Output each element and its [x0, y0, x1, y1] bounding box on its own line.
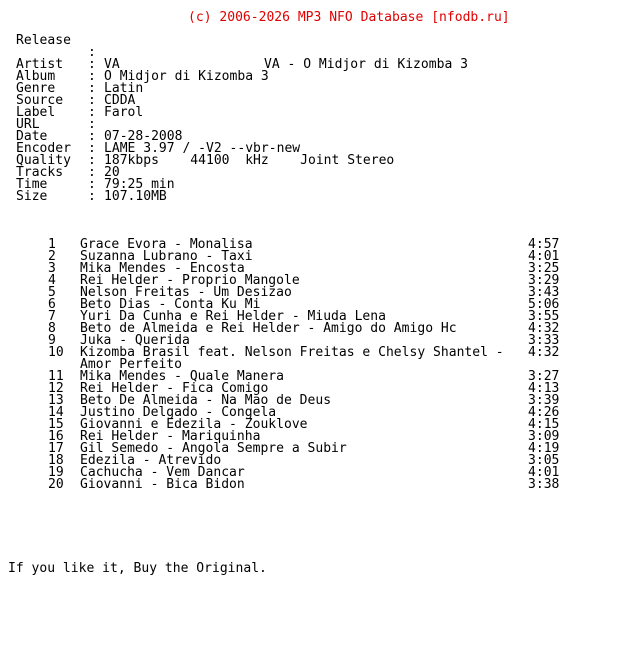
track-number: 19 [48, 465, 64, 480]
info-sep: : [88, 141, 96, 156]
info-value: Farol [104, 105, 144, 120]
track-number: 11 [48, 369, 64, 384]
info-sep: : [88, 93, 96, 108]
copyright-header [157, 0, 510, 25]
info-sep: : [88, 117, 96, 132]
track-title: Cachucha - Vem Dancar [80, 465, 245, 480]
track-time: 3:09 [528, 429, 560, 444]
track-number: 20 [48, 477, 64, 492]
track-time: 4:01 [528, 249, 560, 264]
track-time: 3:25 [528, 261, 560, 276]
info-label: Quality [16, 153, 71, 168]
info-label: Time [16, 177, 48, 192]
track-time: 3:29 [528, 273, 560, 288]
track-number: 3 [48, 261, 56, 276]
track-title: Beto de Almeida e Rei Helder - Amigo do Amigo Hc [80, 321, 457, 336]
track-title: Juka - Querida [80, 333, 190, 348]
track-number: 13 [48, 393, 64, 408]
release-value: VA - O Midjor di Kizomba 3 [264, 57, 468, 72]
info-sep: : [88, 105, 96, 120]
track-title-continuation: Amor Perfeito [80, 357, 182, 372]
info-label: Tracks [16, 165, 64, 180]
track-number: 1 [48, 237, 56, 252]
track-title: Grace Evora - Monalisa [80, 237, 253, 252]
info-value: 187kbps 44100 kHz Joint Stereo [104, 153, 395, 168]
info-value: VA [104, 57, 120, 72]
track-number: 2 [48, 249, 56, 264]
info-sep: : [88, 129, 96, 144]
info-label: Album [16, 69, 56, 84]
track-title: Suzanna Lubrano - Taxi [80, 249, 253, 264]
track-time: 4:15 [528, 417, 560, 432]
track-title: Rei Helder - Fica Comigo [80, 381, 269, 396]
track-number: 14 [48, 405, 64, 420]
release-sep: : [88, 45, 96, 60]
track-number: 12 [48, 381, 64, 396]
track-title: Mika Mendes - Encosta [80, 261, 245, 276]
info-value: 107.10MB [104, 189, 167, 204]
info-label: URL [16, 117, 40, 132]
track-time: 3:05 [528, 453, 560, 468]
track-title: Beto Dias - Conta Ku Mi [80, 297, 261, 312]
track-title: Rei Helder - Proprio Mangole [80, 273, 300, 288]
track-time: 3:38 [528, 477, 560, 492]
info-sep: : [88, 189, 96, 204]
info-value: 79:25 min [104, 177, 175, 192]
track-time: 3:55 [528, 309, 560, 324]
track-time: 4:32 [528, 345, 560, 360]
track-time: 4:13 [528, 381, 560, 396]
info-value: LAME 3.97 / -V2 --vbr-new [104, 141, 301, 156]
info-sep: : [88, 57, 96, 72]
info-value: O Midjor di Kizomba 3 [104, 69, 269, 84]
info-sep: : [88, 81, 96, 96]
info-sep: : [88, 165, 96, 180]
info-label: Genre [16, 81, 56, 96]
footer-text: If you like it, Buy the Original. [8, 561, 267, 576]
track-number: 5 [48, 285, 56, 300]
footer-line [0, 551, 267, 576]
info-label: Source [16, 93, 64, 108]
info-value: CDDA [104, 93, 136, 108]
track-title: Gil Semedo - Angola Sempre a Subir [80, 441, 347, 456]
info-value: 20 [104, 165, 120, 180]
info-label: Label [16, 105, 56, 120]
track-number: 7 [48, 309, 56, 324]
track-time: 4:19 [528, 441, 560, 456]
info-label: Artist [16, 57, 64, 72]
track-number: 18 [48, 453, 64, 468]
track-time: 3:27 [528, 369, 560, 384]
track-number: 9 [48, 333, 56, 348]
copyright-text: (c) 2006-2026 MP3 NFO Database [nfodb.ru] [188, 10, 510, 25]
info-label: Size [16, 189, 48, 204]
track-time: 3:39 [528, 393, 560, 408]
track-time: 4:57 [528, 237, 560, 252]
track-title: Giovanni e Edezila - Zouklove [80, 417, 308, 432]
info-label: Date [16, 129, 48, 144]
info-value: 07-28-2008 [104, 129, 183, 144]
track-time: 4:32 [528, 321, 560, 336]
track-title: Beto De Almeida - Na Mao de Deus [80, 393, 332, 408]
track-title: Justino Delgado - Congela [80, 405, 277, 420]
track-time: 3:43 [528, 285, 560, 300]
track-number: 6 [48, 297, 56, 312]
track-time: 3:33 [528, 333, 560, 348]
track-number: 8 [48, 321, 56, 336]
track-title: Yuri Da Cunha e Rei Helder - Miuda Lena [80, 309, 386, 324]
track-time: 5:06 [528, 297, 560, 312]
info-sep: : [88, 153, 96, 168]
info-value: Latin [104, 81, 144, 96]
track-number: 16 [48, 429, 64, 444]
track-number: 15 [48, 417, 64, 432]
track-time: 4:26 [528, 405, 560, 420]
track-title: Edezila - Atrevido [80, 453, 222, 468]
info-sep: : [88, 69, 96, 84]
track-title: Mika Mendes - Quale Manera [80, 369, 284, 384]
info-label: Encoder [16, 141, 71, 156]
track-title: Kizomba Brasil feat. Nelson Freitas e Chelsy Shantel - [80, 345, 504, 360]
track-number: 17 [48, 441, 64, 456]
track-title: Giovanni - Bica Bidon [80, 477, 245, 492]
track-title: Rei Helder - Mariquinha [80, 429, 261, 444]
track-number: 10 [48, 345, 64, 360]
track-number: 4 [48, 273, 56, 288]
track-time: 4:01 [528, 465, 560, 480]
info-sep: : [88, 177, 96, 192]
release-label: Release [16, 33, 71, 48]
track-title: Nelson Freitas - Um Desizao [80, 285, 292, 300]
